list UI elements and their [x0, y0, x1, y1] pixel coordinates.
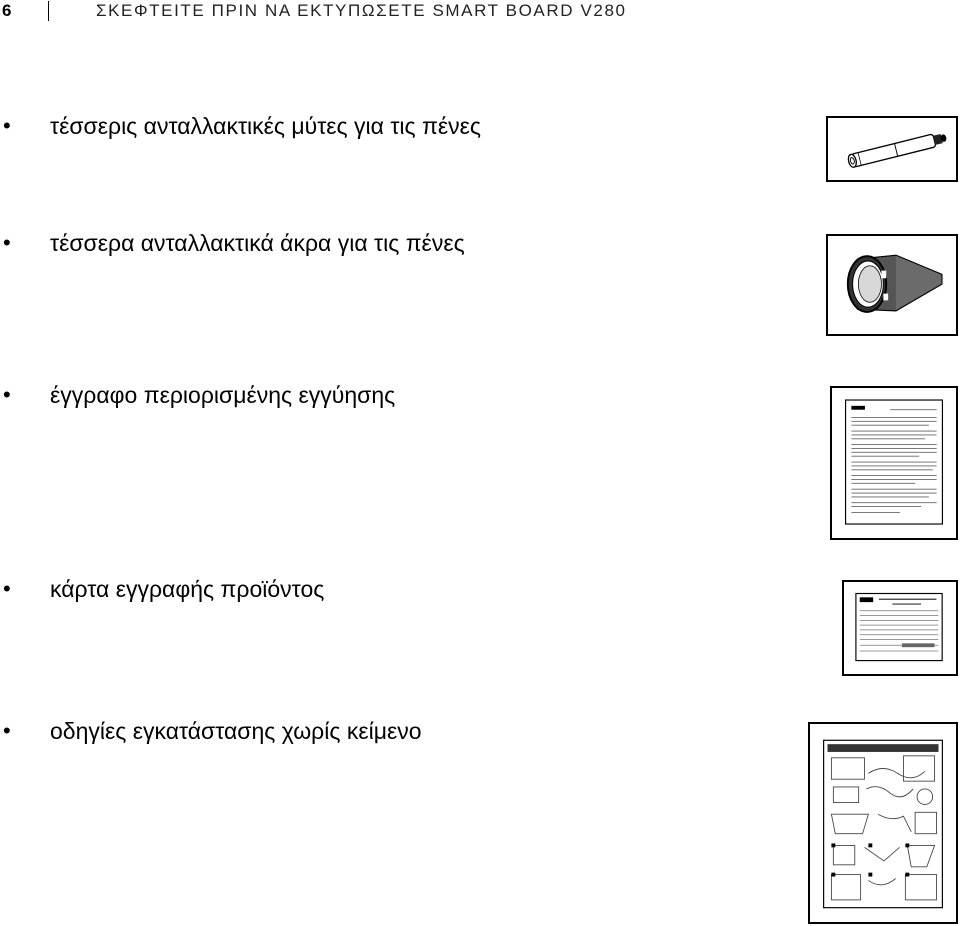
page-title: ΣΚΕΦΤΕΙΤΕ ΠΡΙΝ ΝΑ ΕΚΤΥΠΩΣΕΤΕ SMART BOARD V280: [96, 1, 627, 20]
warranty-document-icon: [830, 386, 958, 540]
list-item-text: οδηγίες εγκατάστασης χωρίς κείμενο: [50, 718, 422, 744]
list-item-text: τέσσερα ανταλλακτικά άκρα για τις πένες: [50, 230, 465, 256]
bullet: •: [3, 576, 11, 601]
bullet: •: [3, 230, 11, 255]
registration-card-icon: [842, 580, 958, 676]
pen-tip-cone-icon: [826, 234, 958, 336]
bullet: •: [3, 113, 11, 138]
bullet: •: [3, 718, 11, 743]
bullet: •: [3, 382, 11, 407]
page-number: 6: [2, 1, 12, 20]
header-divider: [48, 1, 49, 21]
page-header: [0, 0, 960, 24]
installation-instructions-icon: [808, 722, 958, 924]
list-item-text: τέσσερις ανταλλακτικές μύτες για τις πένες: [50, 113, 481, 139]
pen-nib-icon: [826, 116, 958, 182]
list-item-text: κάρτα εγγραφής προϊόντος: [50, 576, 325, 602]
list-item-text: έγγραφο περιορισμένης εγγύησης: [50, 382, 396, 408]
